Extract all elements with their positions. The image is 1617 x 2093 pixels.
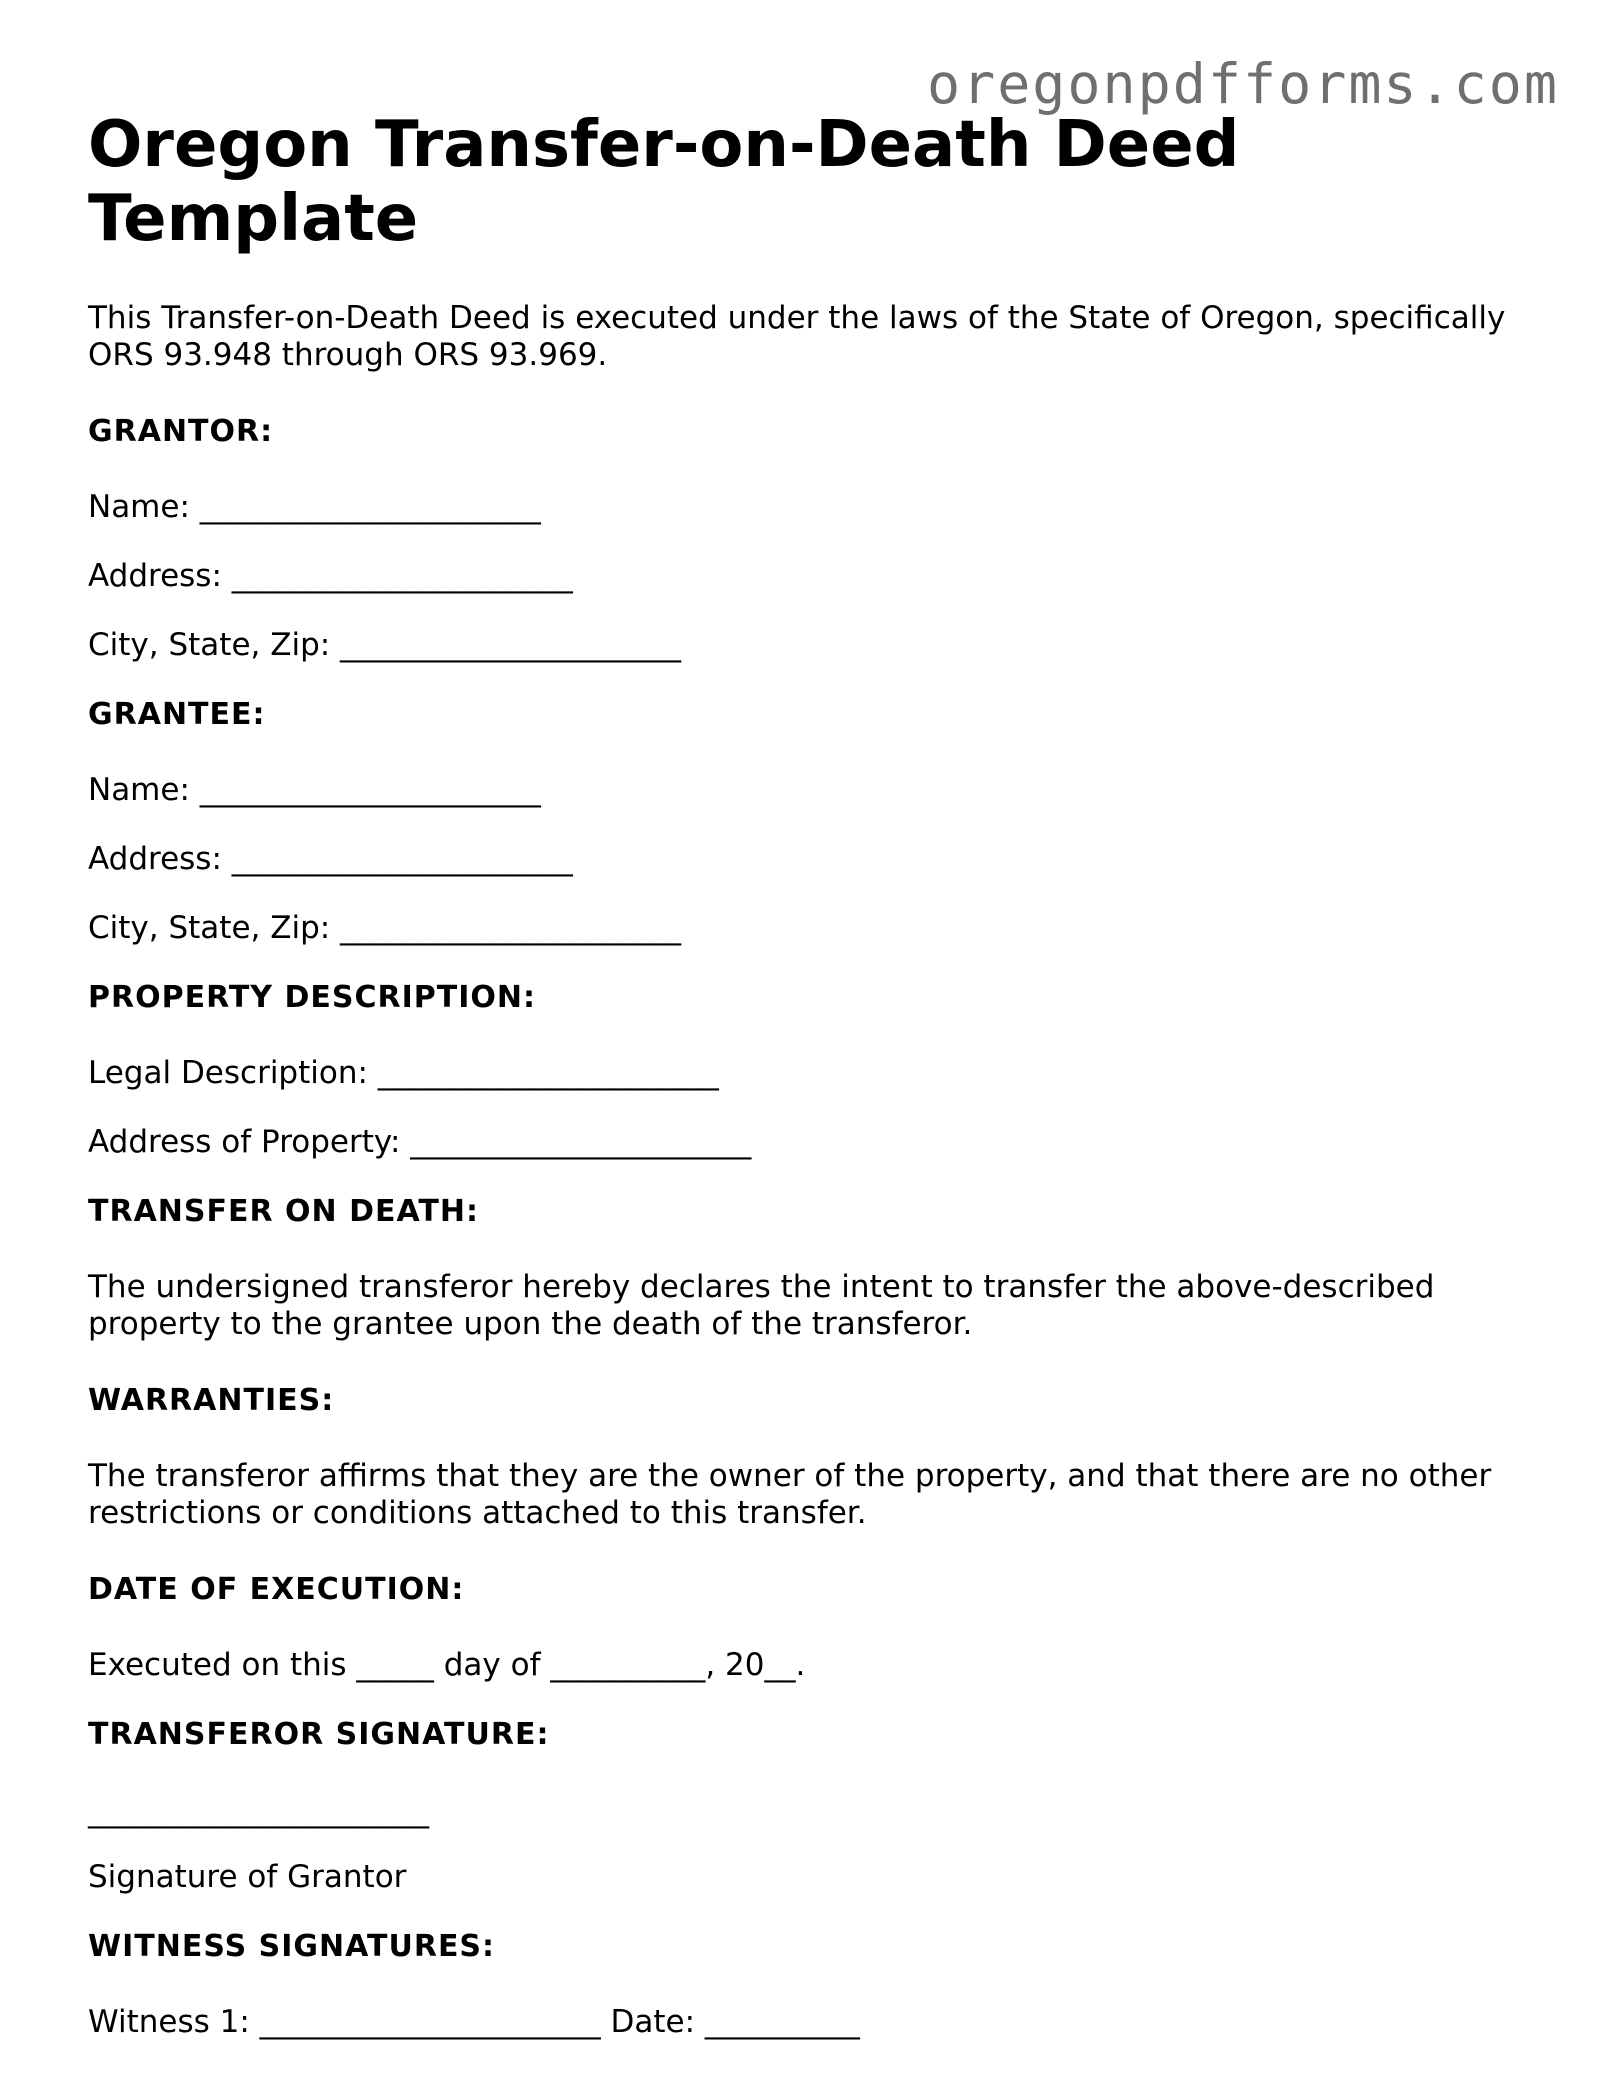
execution-heading: DATE OF EXECUTION: — [88, 1572, 465, 1607]
legal-description-field: Legal Description: ______________________ — [88, 1055, 719, 1091]
property-address-field: Address of Property: ______________________ — [88, 1124, 752, 1160]
transferor-signature-heading: TRANSFEROR SIGNATURE: — [88, 1717, 550, 1752]
warranties-paragraph: The transferor affirms that they are the owner of the property, and that there are no other restrictions or conditions attached to this transfer. — [88, 1458, 1492, 1531]
watermark: oregonpdfforms.com — [926, 52, 1559, 116]
page-title: Oregon Transfer-on-Death Deed Template — [88, 108, 1240, 256]
grantor-name-field: Name: ______________________ — [88, 489, 541, 525]
transfer-heading: TRANSFER ON DEATH: — [88, 1194, 479, 1229]
property-heading: PROPERTY DESCRIPTION: — [88, 980, 536, 1015]
grantor-city-field: City, State, Zip: ______________________ — [88, 627, 682, 663]
grantor-heading: GRANTOR: — [88, 414, 274, 449]
grantor-address-field: Address: ______________________ — [88, 558, 573, 594]
document-page — [88, 108, 1528, 2073]
witness-1-field: Witness 1: ______________________ Date: __________ — [88, 2004, 860, 2040]
witness-heading: WITNESS SIGNATURES: — [88, 1929, 496, 1964]
grantee-city-field: City, State, Zip: ______________________ — [88, 910, 682, 946]
transfer-paragraph: The undersigned transferor hereby declares the intent to transfer the above-described property to the grantee upon the death of the transferor. — [88, 1269, 1435, 1342]
grantee-heading: GRANTEE: — [88, 697, 266, 732]
warranties-heading: WARRANTIES: — [88, 1383, 335, 1418]
execution-date-field: Executed on this _____ day of __________, 20__. — [88, 1647, 806, 1683]
grantee-name-field: Name: ______________________ — [88, 772, 541, 808]
intro-paragraph: This Transfer-on-Death Deed is executed under the laws of the State of Oregon, specifically ORS 93.948 through ORS 93.969. — [88, 300, 1506, 373]
grantor-signature-caption: Signature of Grantor — [88, 1859, 407, 1895]
grantor-signature-line: ______________________ — [88, 1793, 429, 1829]
grantee-address-field: Address: ______________________ — [88, 841, 573, 877]
